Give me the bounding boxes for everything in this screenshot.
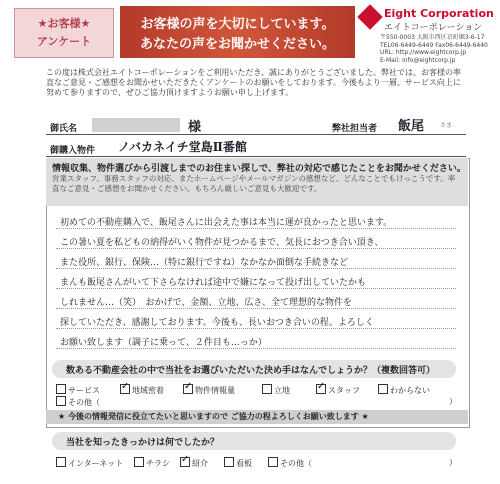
banner-line-2: あなたの声をお聞かせください。 — [139, 37, 335, 52]
ruled-line — [56, 248, 456, 249]
question2-text: 当社を知ったきっかけは何でしたか？ — [66, 438, 220, 448]
company-name-jp: エイトコーポレーション — [384, 23, 483, 33]
checkbox-signboard[interactable] — [224, 457, 234, 467]
option-referral[interactable]: ✓ 紹介 — [180, 457, 208, 469]
survey-badge — [14, 8, 114, 58]
feedback-line: しれません…（笑） おかげで、金額、立地、広さ、全て理想的な物件を — [60, 298, 352, 308]
feedback-line: お願い致します（調子に乗って、２件目も…っか） — [60, 338, 267, 348]
ruled-line — [56, 288, 456, 289]
staff-stamp: さま — [440, 122, 453, 129]
property-label: 御購入物件 — [50, 146, 96, 156]
company-name-en: Eight Corporation — [384, 7, 494, 20]
checkbox-flyer[interactable] — [134, 457, 144, 467]
option-internet[interactable]: インターネット — [56, 457, 123, 469]
name-label: 御氏名 — [50, 124, 78, 134]
question1-text: 数ある不動産会社の中で当社をお選びいただいた決め手はなんでしょうか？（複数回答可） — [66, 366, 436, 376]
feedback-line: また役所、銀行、保険…（特に銀行ですね）なかなか面倒な手続きなど — [60, 258, 349, 268]
badge-title: ★お客様★ — [37, 17, 91, 30]
staff-value: 飯尾 — [398, 119, 425, 134]
feedback-subheading: 営業スタッフ、事務スタッフの対応、またホームページやメールマガジンの感想など、どんなことでもけっこうです。率直なご意見・ご感想をお聞かせください。もちろん厳しいご意見も大歓迎です。 — [52, 174, 456, 193]
property-row — [46, 136, 466, 157]
checkbox-staff[interactable] — [316, 384, 326, 394]
name-suffix: 様 — [188, 120, 202, 135]
option-signboard[interactable]: 看板 — [224, 457, 252, 469]
company-address: 〒550-0003 大阪市西区京町堀3-6-17 TEL06-6449-6449 Fax06-6449-6440 URL: http://www.eightcorp.jp E-Mail: info@eightcorp.jp — [380, 34, 488, 64]
option-service[interactable]: サービス — [56, 384, 100, 396]
option-location[interactable]: 立地 — [262, 384, 290, 396]
staff-label: 弊社担当者 — [332, 124, 378, 134]
checkbox-listings[interactable] — [183, 384, 193, 394]
checkbox-unknown[interactable] — [378, 384, 388, 394]
ruled-line — [56, 228, 456, 229]
other-close: ） — [449, 397, 457, 406]
checkbox-referral[interactable] — [180, 457, 190, 467]
ruled-line — [56, 308, 456, 309]
option-listings[interactable]: ✓ 物件情報量 — [183, 384, 235, 396]
option-staff[interactable]: ✓ スタッフ — [316, 384, 360, 396]
banner-line-1: お客様の声を大切にしています。 — [140, 17, 335, 32]
intro-text: この度は株式会社エイトコーポレーションをご利用いただき、誠にありがとうございました。弊社では、お客様の率直なご意見・ご感想をお聞かせいただきたくアンケートのお願いをしております。今後もより一層、サービス向上に努めて参りますので、ぜひご協力頂けますようお願い申し上げます。 — [46, 68, 462, 97]
badge-subtitle: アンケート — [36, 35, 92, 48]
checkbox-local[interactable] — [120, 384, 130, 394]
feedback-line: 探していただき、感謝しております。今後も、長いおつき合いの程、よろしく — [60, 318, 374, 328]
redacted-name — [92, 118, 180, 132]
checkbox-service[interactable] — [56, 384, 66, 394]
checkbox-other[interactable] — [56, 396, 66, 406]
option-other[interactable]: その他（ — [56, 396, 100, 408]
option-flyer[interactable]: チラシ — [134, 457, 170, 469]
header-banner — [120, 6, 355, 58]
feedback-heading: 情報収集、物件選びから引渡しまでのお住まい探しで、弊社の対応で感じたことをお聞かせください。 — [52, 164, 466, 174]
other2-close: ） — [449, 458, 457, 467]
checkbox-other2[interactable] — [268, 457, 278, 467]
feedback-line: まんも飯尾さんがいて下さらなければ途中で嫌になって投げ出していたかも — [60, 278, 367, 288]
feedback-line: この暑い夏を私どもの納得がいく物件が見つかるまで、気長におつき合い頂き、 — [60, 238, 384, 248]
info-banner-text: ★ 今後の情報発信に役立てたいと思いますので ご協力の程よろしくお願い致します ★ — [58, 412, 369, 421]
ruled-line — [56, 348, 456, 349]
ruled-line — [56, 328, 456, 329]
ruled-line — [56, 268, 456, 269]
option-other2[interactable]: その他（ — [268, 457, 312, 469]
checkbox-location[interactable] — [262, 384, 272, 394]
option-local[interactable]: ✓ 地域密着 — [120, 384, 164, 396]
feedback-line: 初めての不動産購入で、飯尾さんに出会えた事は本当に運が良かったと思います。 — [60, 218, 393, 228]
property-value: ノバカネイチ堂島Ⅱ番館 — [118, 140, 247, 154]
option-unknown[interactable]: わからない — [378, 384, 430, 396]
company-logo-icon — [357, 4, 382, 29]
checkbox-internet[interactable] — [56, 457, 66, 467]
